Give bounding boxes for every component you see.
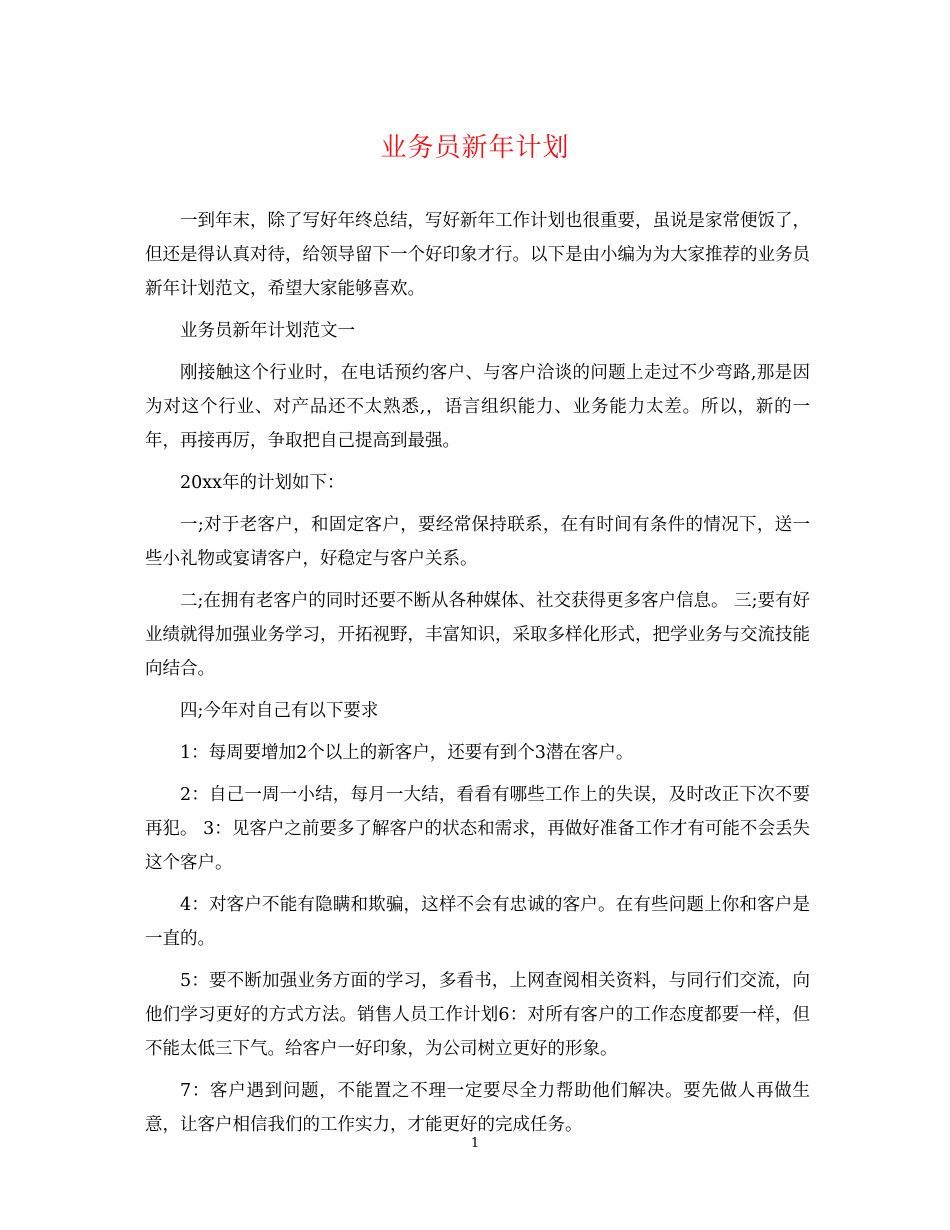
paragraph: 4：对客户不能有隐瞒和欺骗，这样不会有忠诚的客户。在有些问题上你和客户是一直的。 (145, 895, 810, 949)
paragraph: 2：自己一周一小结，每月一大结，看看有哪些工作上的失误，及时改正下次不要再犯。 3：见客户之前要多了解客户的状态和需求，再做好准备工作才有可能不会丢失这个客户。 (145, 785, 810, 873)
document-body (145, 204, 810, 1150)
paragraph: 20xx年的计划如下： (180, 473, 345, 493)
paragraph: 一;对于老客户，和固定客户，要经常保持联系，在有时间有条件的情况下，送一些小礼物或宴请客户，好稳定与客户关系。 (145, 515, 810, 569)
paragraph: 一到年末，除了写好年终总结，写好新年工作计划也很重要，虽说是家常便饭了，但还是得认真对待，给领导留下一个好印象才行。以下是由小编为为大家推荐的业务员新年计划范文，希望大家能够喜欢。 (145, 211, 810, 299)
paragraph: 7：客户遇到问题，不能置之不理一定要尽全力帮助他们解决。要先做人再做生意，让客户相信我们的工作实力，才能更好的完成任务。 (145, 1081, 810, 1135)
paragraph: 1：每周要增加2个以上的新客户，还要有到个3潜在客户。 (180, 743, 634, 763)
paragraph: 四;今年对自己有以下要求 (180, 701, 379, 721)
page-title: 业务员新年计划 (380, 133, 570, 163)
paragraph: 5：要不断加强业务方面的学习，多看书，上网查阅相关资料，与同行们交流，向他们学习更好的方式方法。销售人员工作计划6：对所有客户的工作态度都要一样，但不能太低三下气。给客户一好印象，为公司树立更好的形象。 (145, 971, 810, 1059)
paragraph: 刚接触这个行业时，在电话预约客户、与客户洽谈的问题上走过不少弯路,那是因为对这个行业、对产品还不太熟悉,，语言组织能力、业务能力太差。所以，新的一年，再接再厉，争取把自己提高到最强。 (145, 363, 810, 451)
paragraph: 二;在拥有老客户的同时还要不断从各种媒体、社交获得更多客户信息。 三;要有好业绩就得加强业务学习，开拓视野，丰富知识，采取多样化形式，把学业务与交流技能向结合。 (145, 591, 810, 679)
paragraph: 业务员新年计划范文一 (180, 321, 355, 341)
page-number: 1 (470, 1136, 480, 1151)
